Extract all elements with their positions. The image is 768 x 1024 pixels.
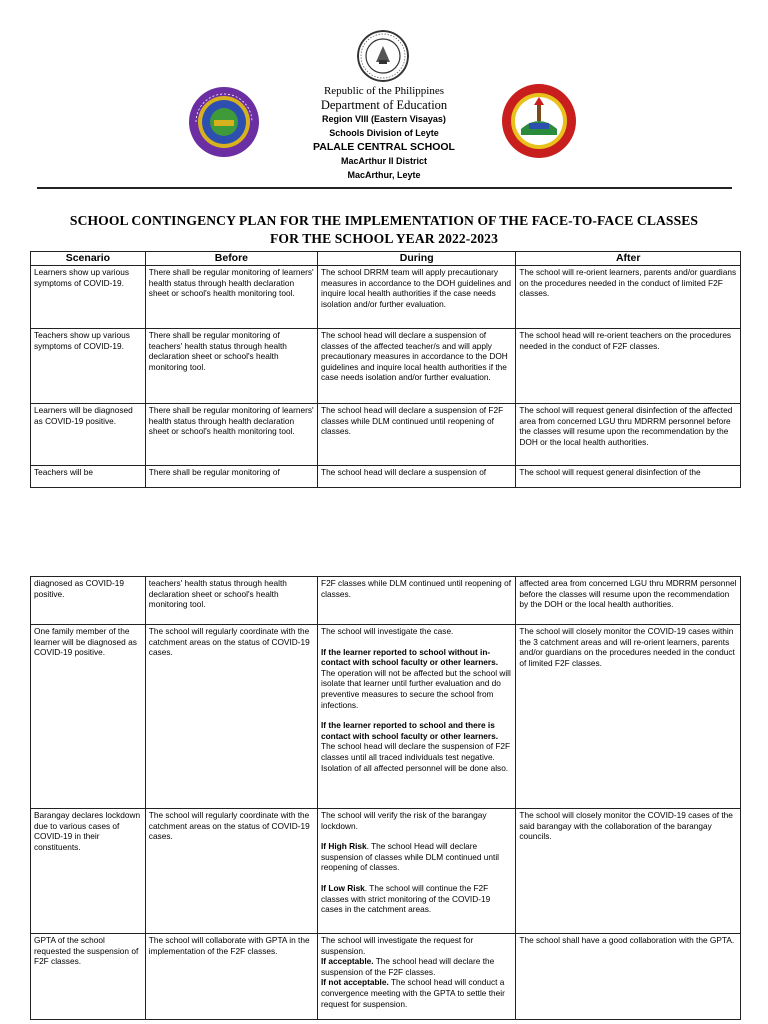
before-cell: The school will regularly coordinate with the catchment areas on the status of COVID-19 cases.: [145, 625, 317, 809]
scenario-cell: Barangay declares lockdown due to various cases of COVID-19 in their constituents.: [31, 809, 146, 934]
after-cell: The school shall have a good collaboration with the GPTA.: [516, 934, 741, 1020]
scenario-cell: Teachers will be: [31, 466, 146, 488]
table-row: [31, 266, 741, 329]
condition-bold: If Low Risk: [321, 882, 365, 893]
before-cell: teachers' health status through health declaration sheet or school's health monitoring tool.: [145, 577, 317, 625]
before-cell: There shall be regular monitoring of teachers' health status through health declaration sheet or school's health monitoring tool.: [145, 329, 317, 404]
table-row: [31, 466, 741, 488]
condition-bold: If not acceptable.: [321, 977, 389, 988]
after-cell: The school will closely monitor the COVID-19 cases of the said barangay with the collaboration of the barangay councils.: [516, 809, 741, 934]
after-cell: The school will request general disinfection of the affected area from concerned LGU thru MDRRM personnel before the classes will resume upon the recommendation by the DOH or the local health authorities.: [516, 404, 741, 466]
republic-line: Republic of the Philippines: [323, 85, 445, 97]
condition-text: . The school will continue the F2F classes with strict monitoring of the COVID-19 cases in the catchment areas.: [321, 882, 491, 915]
during-cell: The school head will declare a suspension of: [318, 466, 516, 488]
table-row: [31, 577, 741, 625]
condition-text: The school head will declare the suspension of the F2F classes.: [321, 956, 495, 977]
condition-bold: If the learner reported to school and there is contact with school faculty or other learners.: [321, 720, 499, 741]
during-cell: [318, 934, 516, 1020]
during-cell: F2F classes while DLM continued until reopening of classes.: [318, 577, 516, 625]
table-row: [31, 809, 741, 934]
during-intro: The school will investigate the case.: [321, 626, 454, 636]
table-row: [31, 934, 741, 1020]
header-divider: [37, 187, 732, 189]
school-name: PALALE CENTRAL SCHOOL: [313, 141, 455, 153]
after-cell: The school will request general disinfection of the: [516, 466, 741, 488]
scenario-cell: GPTA of the school requested the suspension of F2F classes.: [31, 934, 146, 1020]
condition-bold: If acceptable.: [321, 956, 374, 967]
during-cell: The school head will declare a suspension of F2F classes while DLM continued until reopening of classes.: [318, 404, 516, 466]
scenario-cell: Teachers show up various symptoms of COVID-19.: [31, 329, 146, 404]
location-line: MacArthur, Leyte: [347, 170, 421, 180]
table-header-row: [31, 252, 741, 266]
condition-text: The operation will not be affected but the school will isolate that learner until further evaluation and do preventive measures to secure the school from infections.: [321, 667, 511, 710]
after-cell: The school will closely monitor the COVID-19 cases within the 3 catchment areas and will re-orient learners, parents and/or guardians on the procedures needed in the conduct of limited F2F classes.: [516, 625, 741, 809]
region-line: Region VIII (Eastern Visayas): [322, 114, 446, 124]
palale-school-logo: [501, 83, 577, 159]
page-gap: [0, 490, 768, 576]
macarthur-district-logo: [188, 86, 260, 158]
during-cell: The school head will declare a suspension of classes of the affected teacher/s and will apply precautionary measures in accordance to the DOH guidelines and inquire local health authorities if the case needs isolation and/or further evaluation.: [318, 329, 516, 404]
during-cell: [318, 625, 516, 809]
department-line: Department of Education: [320, 98, 448, 112]
before-cell: The school will regularly coordinate with the catchment areas on the status of COVID-19 cases.: [145, 809, 317, 934]
during-intro: The school will investigate the request for suspension.: [321, 935, 474, 956]
district-line: MacArthur II District: [340, 156, 427, 166]
scenario-cell: Learners will be diagnosed as COVID-19 positive.: [31, 404, 146, 466]
after-cell: affected area from concerned LGU thru MDRRM personnel before the classes will resume upon the recommendation by the DOH or the local health authorities.: [516, 577, 741, 625]
after-cell: The school will re-orient learners, parents and/or guardians on the procedures needed in the conduct of limited F2F classes.: [516, 266, 741, 329]
scenario-cell: diagnosed as COVID-19 positive.: [31, 577, 146, 625]
condition-bold: If High Risk: [321, 841, 367, 852]
contingency-table-page1: [30, 251, 741, 488]
page-1: [0, 0, 768, 490]
scenario-cell: Learners show up various symptoms of COVID-19.: [31, 266, 146, 329]
header-during: During: [318, 252, 516, 266]
title-line-2: FOR THE SCHOOL YEAR 2022-2023: [270, 231, 498, 246]
title-line-1: SCHOOL CONTINGENCY PLAN FOR THE IMPLEMENTATION OF THE FACE-TO-FACE CLASSES: [69, 213, 699, 228]
header-after: After: [516, 252, 741, 266]
after-cell: The school head will re-orient teachers on the procedures needed in the conduct of F2F classes.: [516, 329, 741, 404]
during-cell: [318, 809, 516, 934]
during-intro: The school will verify the risk of the barangay lockdown.: [321, 810, 487, 831]
table-row: [31, 329, 741, 404]
condition-text: The school head will declare the suspension of F2F classes until all traced individuals test negative. Isolation of all affected personnel will be done also.: [321, 741, 511, 773]
before-cell: There shall be regular monitoring of learners' health status through health declaration sheet or school's health monitoring tool.: [145, 266, 317, 329]
condition-bold: If the learner reported to school without in-contact with school faculty or other learners.: [321, 646, 499, 668]
division-line: Schools Division of Leyte: [329, 128, 439, 138]
before-cell: There shall be regular monitoring of: [145, 466, 317, 488]
condition-text: . The school Head will declare suspension of classes while DLM continued until reopening of classes.: [321, 841, 500, 873]
document-title: [20, 212, 748, 248]
scenario-cell: One family member of the learner will be diagnosed as COVID-19 positive.: [31, 625, 146, 809]
table-row: [31, 625, 741, 809]
before-cell: There shall be regular monitoring of learners' health status through health declaration sheet or school's health monitoring tool.: [145, 404, 317, 466]
contingency-table-page2: [30, 576, 741, 1020]
during-cell: The school DRRM team will apply precautionary measures in accordance to the DOH guidelines and inquire local health authorities if the case needs isolation and/or further evaluation.: [318, 266, 516, 329]
page-2: [0, 576, 768, 1024]
before-cell: The school will collaborate with GPTA in the implementation of the F2F classes.: [145, 934, 317, 1020]
deped-seal: [357, 30, 409, 82]
condition-text: The school head will conduct a convergence meeting with the GPTA to settle their request for suspension.: [321, 977, 505, 1009]
header-scenario: Scenario: [31, 252, 146, 266]
header-before: Before: [145, 252, 317, 266]
table-row: [31, 404, 741, 466]
letterhead: [270, 84, 498, 182]
